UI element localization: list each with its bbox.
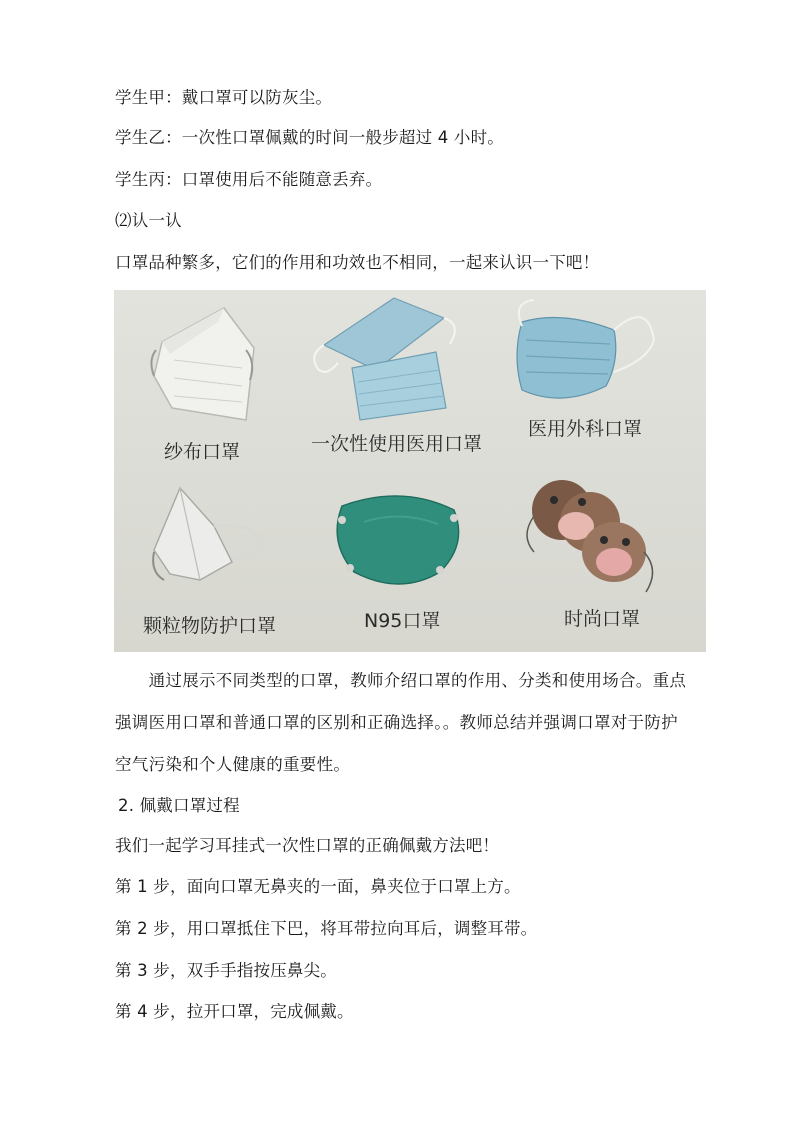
paragraph-line: 强调医用口罩和普通口罩的区别和正确选择。。教师总结并强调口罩对于防护 (115, 713, 678, 732)
step-3-line: 第 3 步，双手手指按压鼻尖。 (115, 961, 337, 980)
disposable-mask-image (314, 298, 455, 420)
steps-intro-line: 我们一起学习耳挂式一次性口罩的正确佩戴方法吧！ (115, 836, 500, 855)
section-heading-wearing: 2. 佩戴口罩过程 (118, 796, 240, 815)
caption-fashion-mask: 时尚口罩 (564, 608, 641, 630)
fashion-mask-image (527, 480, 653, 592)
explanation-paragraph (115, 660, 705, 786)
paragraph-line: 通过展示不同类型的口罩，教师介绍口罩的作用、分类和使用场合。重点 (115, 671, 687, 690)
caption-n95-mask: N95口罩 (364, 610, 441, 632)
intro-line: 口罩品种繁多，它们的作用和功效也不相同，一起来认识一下吧！ (115, 253, 600, 272)
caption-gauze-mask: 纱布口罩 (164, 441, 241, 463)
mask-types-photo (114, 290, 706, 652)
step-4-line: 第 4 步，拉开口罩，完成佩戴。 (115, 1002, 354, 1021)
caption-surgical-mask: 医用外科口罩 (528, 418, 643, 440)
step-2-line: 第 2 步，用口罩抵住下巴，将耳带拉向耳后，调整耳带。 (115, 919, 538, 938)
student-a-line: 学生甲：戴口罩可以防灰尘。 (115, 88, 333, 107)
caption-particulate-mask: 颗粒物防护口罩 (143, 615, 277, 637)
paragraph-line: 空气污染和个人健康的重要性。 (115, 755, 351, 774)
step-1-line: 第 1 步，面向口罩无鼻夹的一面，鼻夹位于口罩上方。 (115, 877, 521, 896)
caption-disposable-mask: 一次性使用医用口罩 (311, 433, 483, 455)
n95-mask-image (337, 496, 459, 584)
section-heading-recognize: ⑵认一认 (115, 211, 182, 230)
student-b-line: 学生乙：一次性口罩佩戴的时间一般步超过 4 小时。 (115, 128, 504, 147)
surgical-mask-image (517, 300, 654, 398)
gauze-mask-image (151, 308, 254, 420)
particulate-mask-image (153, 488, 262, 580)
student-c-line: 学生丙：口罩使用后不能随意丢弃。 (115, 170, 383, 189)
mask-illustrations (114, 290, 706, 652)
